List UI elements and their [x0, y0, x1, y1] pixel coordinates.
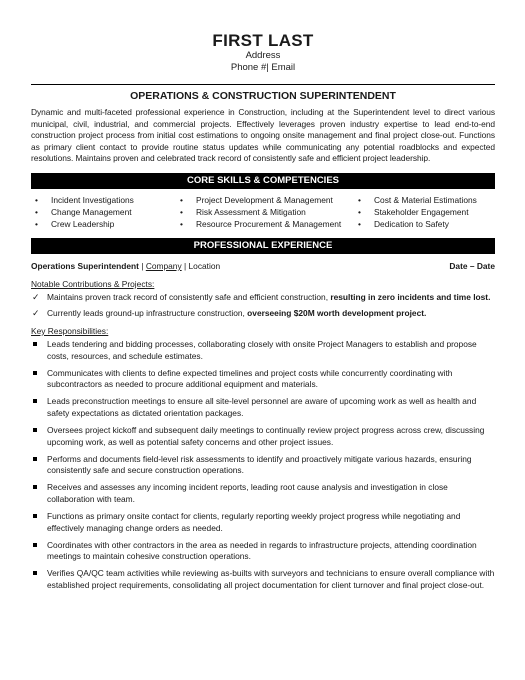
responsibility-item — [31, 339, 495, 362]
company-name: Company — [145, 260, 182, 271]
responsibility-item — [31, 482, 495, 505]
candidate-name: FIRST LAST — [212, 31, 314, 50]
square-bullet-icon — [33, 514, 37, 518]
responsibility-item — [31, 454, 495, 477]
square-bullet-icon — [33, 485, 37, 489]
responsibility-item — [31, 568, 495, 591]
address-line: Address — [245, 50, 281, 61]
responsibility-item — [31, 540, 495, 563]
job-header — [31, 260, 495, 272]
contribution-item — [31, 291, 495, 303]
separator: | — [138, 260, 146, 271]
contribution-highlight: overseeing $20M worth development project. — [247, 307, 427, 318]
job-title-heading: OPERATIONS & CONSTRUCTION SUPERINTENDENT — [31, 84, 495, 103]
contribution-item — [31, 307, 495, 319]
skills-column-3 — [354, 194, 494, 230]
square-bullet-icon — [33, 371, 37, 375]
responsibility-item — [31, 511, 495, 534]
responsibility-item — [31, 396, 495, 419]
responsibility-text: Verifies QA/QC team activities while reviewing as-builts with surveyors and technicians to ensure overall compliance with established project requirements, consolidating all project documentation for client turnover and final project close-out. — [47, 568, 495, 591]
skills-column-2 — [176, 194, 354, 230]
square-bullet-icon — [33, 571, 37, 575]
contribution-highlight: resulting in zero incidents and time lost. — [330, 291, 491, 302]
square-bullet-icon — [33, 543, 37, 547]
job-role: Operations Superintendent — [31, 260, 139, 271]
square-bullet-icon — [33, 428, 37, 432]
skill-item: • Incident Investigations — [31, 194, 176, 206]
skill-item: • Change Management — [31, 206, 176, 218]
responsibility-text: Leads tendering and bidding processes, collaborating closely with onsite Project Managers to establish and propose costs, resources, and schedule estimates. — [47, 338, 477, 361]
job-role-company — [31, 260, 220, 272]
contributions-heading: Notable Contributions & Projects: — [31, 278, 155, 289]
skill-item: • Cost & Material Estimations — [354, 194, 494, 206]
experience-section-heading: PROFESSIONAL EXPERIENCE — [31, 238, 495, 254]
separator: | — [181, 260, 189, 271]
skills-column-1 — [31, 194, 176, 230]
phone-email-line: Phone #| Email — [230, 62, 296, 73]
job-dates: Date – Date — [449, 260, 495, 271]
responsibility-text: Leads preconstruction meetings to ensure all site-level personnel are aware of upcoming work as well as health and safety expectations as dictated orientation packages. — [47, 396, 477, 418]
square-bullet-icon — [33, 457, 37, 461]
skill-item: • Dedication to Safety — [354, 218, 494, 230]
responsibility-text: Coordinates with other contractors in the area as needed in regards to infrastructure projects, attending coordination meetings to maintain cohesive construction operations. — [47, 539, 477, 562]
responsibility-text: Oversees project kickoff and subsequent daily meetings to continually review project progress across crew, discussing upcoming work, as well as potential safety concerns and other project issues. — [47, 425, 485, 447]
responsibilities-list — [31, 339, 495, 592]
skills-grid — [31, 194, 495, 230]
skill-item: • Crew Leadership — [31, 218, 176, 230]
profile-summary: Dynamic and multi-faceted professional experience in Construction, including at the Superintendent level to direct various municipal, civil, industrial, and commercial projects. Effectively leverages proven industry expertise to lead end-to-end construction project process from initial cost estimations to ongoing onsite management and final project close-out. Functions as primary client contact to provide routine status updates while communicating any potential roadblocks and expected resolutions. Maintains proven and celebrated track record of consistently safe and efficient project leadership. — [31, 107, 495, 164]
square-bullet-icon — [33, 342, 37, 346]
responsibility-item — [31, 368, 495, 391]
responsibility-text: Communicates with clients to define expected timelines and project costs while concurrently coordinating with subcontractors as needed to procure additional equipment and materials. — [47, 367, 453, 390]
checkmark-icon: ✓ — [32, 307, 40, 318]
responsibility-text: Functions as primary onsite contact for clients, regularly reporting weekly project progress while negotiating and effectively managing change orders as needed. — [47, 511, 461, 533]
skill-item: • Project Development & Management — [176, 194, 354, 206]
responsibility-text: Performs and documents field-level risk assessments to identify and proactively mitigate various hazards, ensuring consistently safe and secure construction operations. — [47, 453, 472, 476]
skill-item: • Resource Procurement & Management — [176, 218, 354, 230]
responsibility-item — [31, 425, 495, 448]
skill-item: • Risk Assessment & Mitigation — [176, 206, 354, 218]
responsibilities-heading: Key Responsibilities: — [31, 325, 109, 336]
contributions-list — [31, 291, 495, 319]
job-location: Location — [188, 260, 221, 271]
responsibility-text: Receives and assesses any incoming incident reports, leading root cause analysis and investigation in close collaboration with team. — [47, 482, 448, 504]
contribution-text: Maintains proven track record of consistently safe and efficient construction, — [47, 291, 331, 302]
skills-section-heading: CORE SKILLS & COMPETENCIES — [31, 173, 495, 189]
contribution-text: Currently leads ground-up infrastructure construction, — [47, 307, 248, 318]
square-bullet-icon — [33, 399, 37, 403]
checkmark-icon: ✓ — [32, 291, 40, 302]
skill-item: • Stakeholder Engagement — [354, 206, 494, 218]
